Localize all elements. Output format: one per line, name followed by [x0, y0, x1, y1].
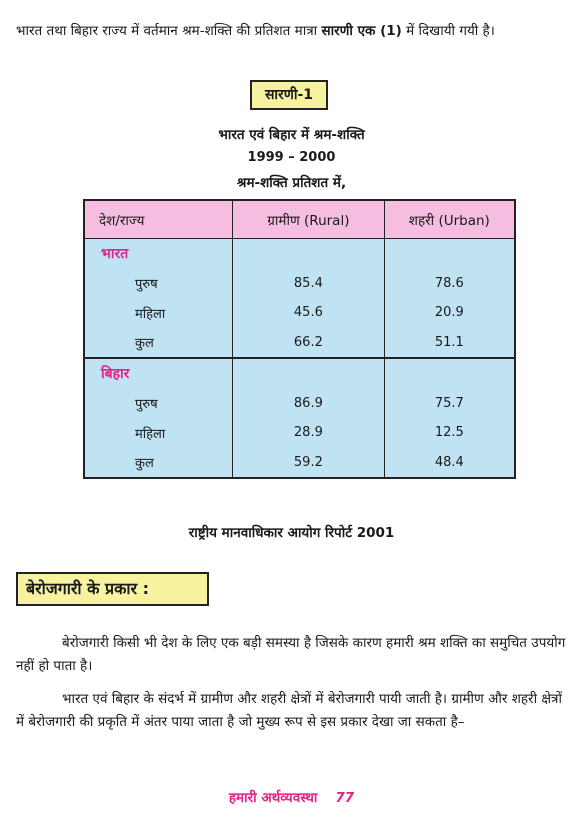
rural-value: 86.9 — [233, 389, 384, 419]
urban-value: 12.5 — [384, 418, 515, 448]
table-row — [84, 328, 515, 359]
group-row-india — [84, 239, 515, 269]
intro-paragraph — [16, 20, 567, 43]
row-label: महिला — [84, 418, 233, 448]
table-source: राष्ट्रीय मानवाधिकार आयोग रिपोर्ट 2001 — [188, 525, 395, 541]
page-number: 77 — [335, 790, 355, 806]
urban-value: 75.7 — [384, 389, 515, 419]
urban-value: 48.4 — [384, 448, 515, 479]
header-rural: ग्रामीण (Rural) — [233, 200, 384, 239]
rural-value: 28.9 — [233, 418, 384, 448]
intro-text-end: में दिखायी गयी है। — [401, 23, 495, 39]
header-region: देश/राज्य — [84, 200, 233, 239]
group-name: बिहार — [84, 358, 233, 389]
table-row — [84, 298, 515, 328]
table-caption-unit: श्रम-शक्ति प्रतिशत में, — [236, 175, 347, 191]
row-label: कुल — [84, 448, 233, 479]
section-heading: बेरोजगारी के प्रकार : — [16, 572, 209, 606]
table-row — [84, 418, 515, 448]
table-row — [84, 448, 515, 479]
table-row — [84, 389, 515, 419]
rural-value: 85.4 — [233, 269, 384, 299]
table-row — [84, 269, 515, 299]
page-footer — [0, 788, 583, 806]
book-title: हमारी अर्थव्यवस्था — [228, 790, 318, 806]
row-label: पुरुष — [84, 269, 233, 299]
labour-force-table — [83, 199, 516, 479]
urban-value: 78.6 — [384, 269, 515, 299]
group-name: भारत — [84, 239, 233, 269]
rural-value: 45.6 — [233, 298, 384, 328]
table-caption-years: 1999 – 2000 — [247, 150, 336, 165]
row-label: पुरुष — [84, 389, 233, 419]
intro-text: भारत तथा बिहार राज्य में वर्तमान श्रम-शक्ति की प्रतिशत मात्रा — [16, 23, 322, 39]
urban-value: 20.9 — [384, 298, 515, 328]
urban-value: 51.1 — [384, 328, 515, 359]
rural-value: 59.2 — [233, 448, 384, 479]
intro-table-reference: सारणी एक (1) — [321, 23, 402, 39]
table-caption-title: भारत एवं बिहार में श्रम-शक्ति — [218, 127, 365, 143]
group-row-bihar — [84, 358, 515, 389]
row-label: कुल — [84, 328, 233, 359]
row-label: महिला — [84, 298, 233, 328]
table-label: सारणी-1 — [250, 80, 328, 110]
body-paragraph-2: भारत एवं बिहार के संदर्भ में ग्रामीण और शहरी क्षेत्रों में बेरोजगारी पायी जाती है। ग्रामीण और शहरी क्षेत्रों में बेरोजगारी की प्रकृति में अंतर पाया जाता है जो मुख्य रूप से इस प्रकार देखा जा सकता है– — [16, 691, 562, 730]
header-urban: शहरी (Urban) — [384, 200, 515, 239]
rural-value: 66.2 — [233, 328, 384, 359]
body-paragraph-1: बेरोजगारी किसी भी देश के लिए एक बड़ी समस्या है जिसके कारण हमारी श्रम शक्ति का समुचित उपयोग नहीं हो पाता है। — [16, 635, 566, 674]
table-header-row — [84, 200, 515, 239]
